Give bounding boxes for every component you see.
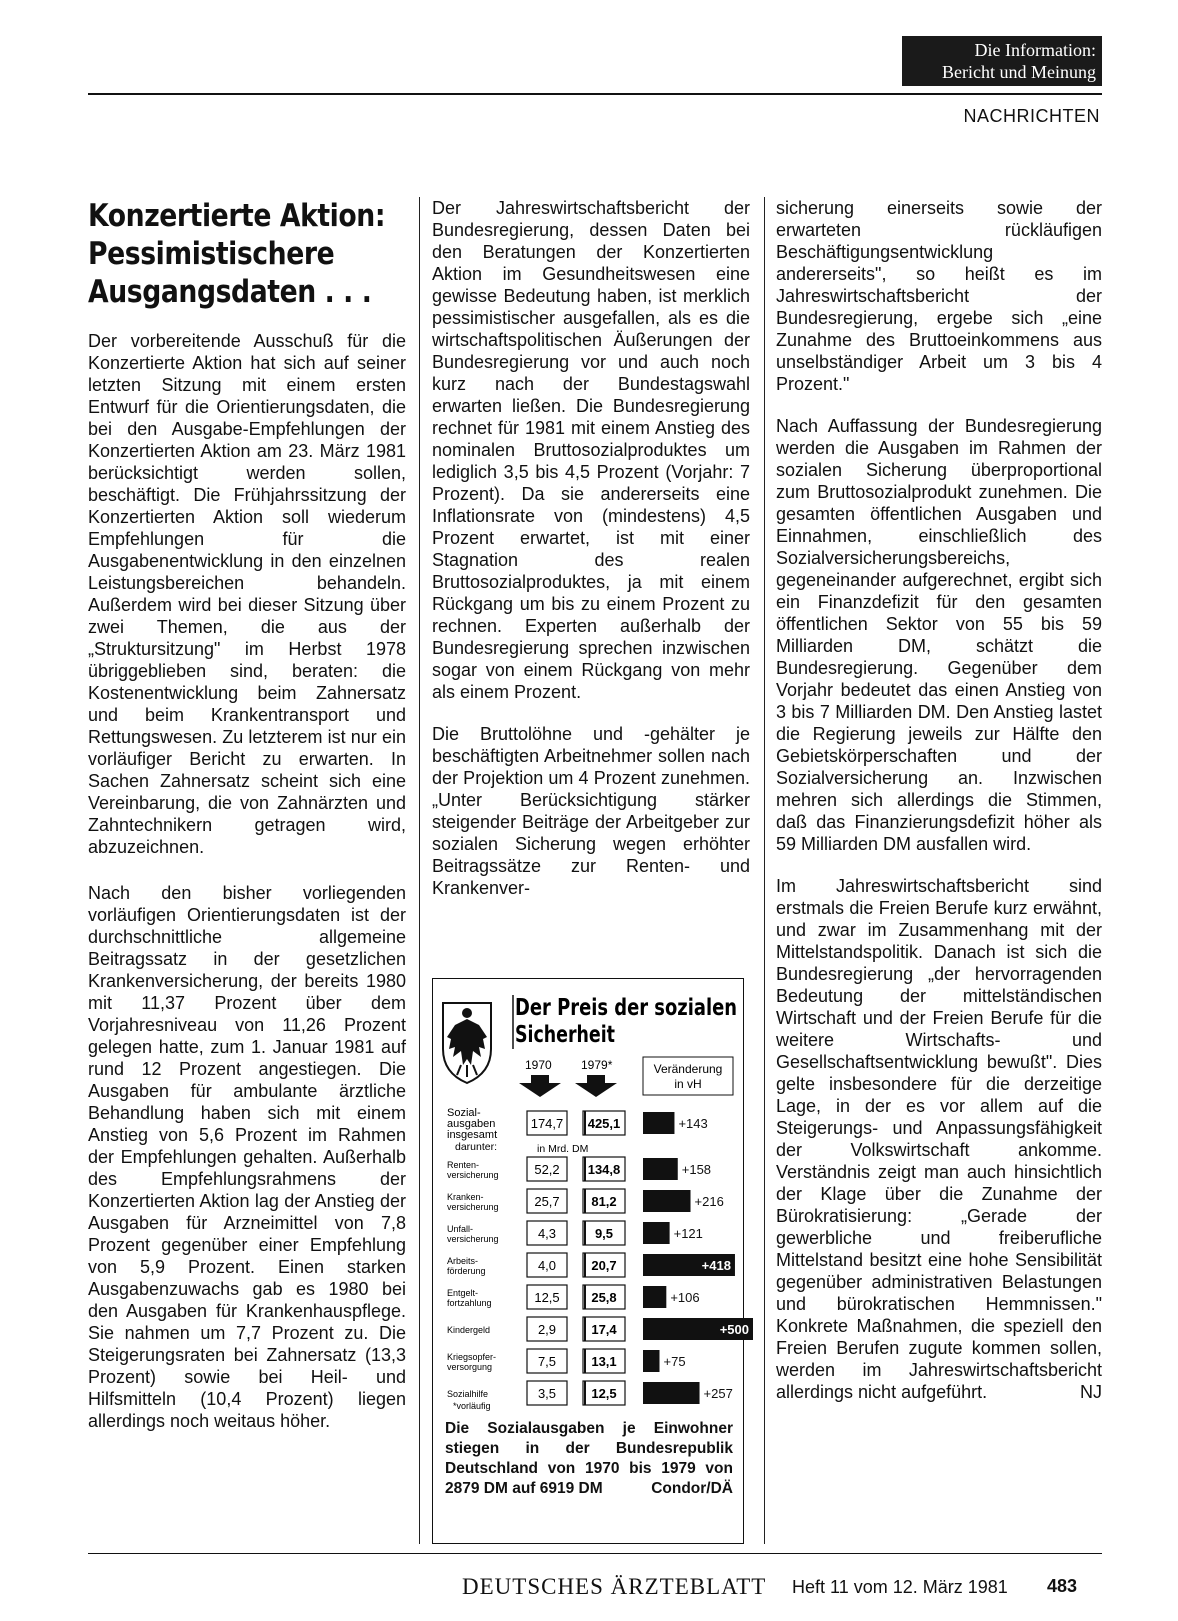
value-1979: 20,7 (591, 1258, 617, 1273)
change-bar (643, 1190, 691, 1212)
row-label-line: fortzahlung (447, 1298, 492, 1308)
row-label-line: ausgaben (447, 1118, 496, 1130)
paragraph: Der Jahreswirtschaftsbericht der Bundesregierung, dessen Daten bei den Beratungen der Konzertierten Aktion im Gesundheitswesen eine gewisse Bedeutung haben, ist merklich pessimistischer ausgefallen, als es die wirtschaftspolitischen Äußerungen der Bundesregierung vor und auch noch kurz nach der Bundestagswahl erwarten ließen. Die Bundesregierung rechnet für 1981 mit einem Anstieg des nominalen Bruttosozialproduktes um lediglich 3,5 bis 4,5 Prozent (Vorjahr: 7 Prozent). Da sie andererseits eine Inflationsrate von (mindestens) 4,5 Prozent erwartet, ist mit einer Stagnation des realen Bruttosozialproduktes, ja mit einem Rückgang um bis zu einem Prozent zu rechnen. Experten außerhalb der Bundesregierung sprechen inzwischen sogar von einem Rückgang von mehr als einem Prozent. (432, 198, 750, 702)
row-label-line: förderung (447, 1266, 486, 1276)
value-1970: 2,9 (537, 1322, 557, 1337)
column-header-change: Veränderung (653, 1062, 723, 1076)
row-label-line: Kindergeld (447, 1325, 491, 1335)
paragraph: sicherung einerseits sowie der erwarteten rückläufigen Beschäftigungsentwicklung andererseits", so heißt es im Jahreswirtschaftsbericht der Bundesregierung, ergebe sich „eine Zunahme des Bruttoeinkommens aus unselbständiger Arbeit um 3 bis 4 Prozent." (776, 198, 1102, 394)
headline-line: Konzertierte Aktion: (88, 198, 386, 234)
column-2 (432, 197, 750, 919)
value-1979: 13,1 (591, 1354, 617, 1369)
value-1970: 7,5 (537, 1354, 557, 1369)
paragraph-text: Im Jahreswirtschaftsbericht sind erstmals die Freien Berufe kurz erwähnt, und zwar im Zusammenhang mit der Mittelstandspolitik. Danach ist sich die Bundesregierung „der hervorragenden Bedeutung der mittelständischen Wirtschaft und der Freien Berufe für die weitere Wirtschafts- und Gesellschaftsentwicklung bewußt". Dies gelte insbesondere für die derzeitige Lage, in der es vor allem auf die Steigerungs- und Anpassungsfähigkeit der Volkswirtschaft ankomme. Verständnis zeigt man auch hinsichtlich der Klage über die Zunahme der Bürokratisierung: „Gerade der gewerbliche und freiberufliche Mittelstand besitzt eine hohe Sensibilität gegenüber administrativen Belastungen und bürokratischen Hemmnissen." Konkrete Maßnahmen, die speziell den Freien Berufen zugute kommen sollen, werden im Jahreswirtschaftsbericht allerdings nicht aufgeführt. (776, 876, 1102, 1402)
change-label: +143 (678, 1116, 708, 1131)
change-label: +500 (719, 1322, 749, 1337)
value-1970: 4,0 (537, 1258, 557, 1273)
row-label-line: versicherung (447, 1234, 499, 1244)
value-1970: 4,3 (537, 1226, 557, 1241)
row-label-line: insgesamt (447, 1129, 498, 1141)
change-bar (643, 1382, 700, 1404)
chart-title-line: Sicherheit (515, 1022, 616, 1048)
change-label: +75 (663, 1354, 686, 1369)
row-label-line: Entgelt- (447, 1288, 479, 1298)
rubric-line-1: Die Information: (974, 40, 1096, 60)
column-rule (764, 197, 765, 1544)
page-number: 483 (1047, 1576, 1078, 1596)
row-label-line: Sozial- (447, 1107, 481, 1119)
issue-info: Heft 11 vom 12. März 1981 (792, 1577, 1008, 1597)
darunter-label: darunter: (455, 1141, 498, 1153)
infographic-box (432, 978, 749, 1544)
value-1979: 81,2 (591, 1194, 617, 1209)
chart-title-line: Der Preis der sozialen (515, 995, 737, 1021)
change-label: +158 (681, 1162, 712, 1177)
header-rule (88, 93, 1102, 95)
change-bar (643, 1350, 660, 1372)
arrow-down-icon (519, 1075, 561, 1097)
change-label: +121 (673, 1226, 703, 1241)
federal-eagle-icon (443, 1003, 491, 1083)
row-label-line: versicherung (447, 1170, 499, 1180)
value-1970: 3,5 (537, 1386, 557, 1401)
row-label-line: Unfall- (447, 1224, 474, 1234)
caption-text: Die Sozialausgaben je Einwohner stiegen in der Bundesrepublik Deutschland von 1970 bis 1979 von 2879 DM auf 6919 DM (445, 1420, 733, 1497)
change-label: +257 (703, 1386, 733, 1401)
headline (88, 197, 386, 311)
row-label-line: Sozialhilfe (447, 1389, 489, 1399)
change-label: +216 (694, 1194, 724, 1209)
arrow-down-icon (575, 1075, 617, 1097)
headline-line: Pessimistischere (88, 236, 335, 272)
row-label-line: Kriegsopfer- (447, 1352, 497, 1362)
change-bar (643, 1286, 666, 1308)
value-1979: 25,8 (591, 1290, 617, 1305)
value-1970: 52,2 (534, 1162, 560, 1177)
unit-label: in Mrd. DM (537, 1143, 589, 1155)
column-header-change-unit: in vH (674, 1077, 702, 1091)
footnote: *vorläufig (453, 1401, 491, 1411)
paragraph (776, 875, 1102, 1403)
caption-credit: Condor/DÄ (651, 1480, 733, 1497)
row-label-line: Renten- (447, 1160, 480, 1170)
column-header-1970: 1970 (525, 1058, 552, 1072)
value-1970: 25,7 (534, 1194, 560, 1209)
column-1 (88, 330, 406, 1456)
row-label-line: versicherung (447, 1202, 499, 1212)
column-header-1979: 1979* (581, 1058, 613, 1072)
value-1979: 9,5 (594, 1226, 614, 1241)
change-label: +418 (701, 1258, 731, 1273)
infographic-caption (445, 1419, 733, 1499)
value-1970: 12,5 (534, 1290, 560, 1305)
change-bar (643, 1158, 678, 1180)
paragraph: Nach den bisher vorliegenden vorläufigen Orientierungsdaten ist der durchschnittliche allgemeine Beitragssatz in der gesetzlichen Krankenversicherung, der bereits 1980 mit 11,37 Prozent über dem Vorjahresniveau von 11,26 Prozent gelegen hatte, zum 1. Januar 1981 auf rund 12 Prozent angestiegen. Die Ausgaben für ambulante ärztliche Behandlung haben sich mit einem Anstieg von 5,6 Prozent im Rahmen der Empfehlungen gehalten. Außerhalb des Empfehlungsrahmens der Konzertierten Aktion lag der Anstieg der Ausgaben für Arzneimittel von 7,8 Prozent gegenüber einer Empfehlung von 5,9 Prozent. Einen starken Ausgabenzuwachs gab es 1980 bei den Ausgaben für Krankenhauspflege. Sie nahmen um 7,7 Prozent zu. Die Steigerungsraten bei Zahnersatz (13,3 Prozent) sowie bei Heil- und Hilfsmitteln (10,4 Prozent) liegen allerdings noch weitaus höher. (88, 883, 406, 1431)
value-1970: 174,7 (530, 1116, 564, 1131)
value-1979: 425,1 (587, 1116, 621, 1131)
paragraph: Der vorbereitende Ausschuß für die Konzertierte Aktion hat sich auf seiner letzten Sitzung mit einem ersten Entwurf für die Orientierungsdaten, die bei den Ausgabe-Empfehlungen der Konzertierten Aktion am 23. März 1981 berücksichtigt werden sollen, beschäftigt. Die Frühjahrssitzung der Konzertierten Aktion soll wiederum Empfehlungen für die Ausgabenentwicklung in den einzelnen Leistungsbereichen behandeln. Außerdem wird bei dieser Sitzung über zwei Themen, die aus der „Struktursitzung" im Herbst 1978 übriggeblieben sind, beraten: die Kostenentwicklung beim Zahnersatz und beim Krankentransport und Rettungswesen. Zu letzterem ist nur ein vorläufiger Bericht zu erwarten. In Sachen Zahnersatz scheint sich eine Vereinbarung, die von Zahnärzten und Zahntechnikern getragen wird, abzuzeichnen. (88, 331, 406, 857)
author-signature: NJ (1080, 1382, 1102, 1402)
section-label: NACHRICHTEN (963, 106, 1100, 126)
rubric-line-2: Bericht und Meinung (942, 62, 1096, 82)
change-bar (643, 1222, 670, 1244)
paragraph: Nach Auffassung der Bundesregierung werden die Ausgaben im Rahmen der sozialen Sicherung überproportional zum Bruttosozialprodukt zunehmen. Die gesamten öffentlichen Ausgaben und Einnahmen, einschließlich des Sozialversicherungsbereichs, gegeneinander aufgerechnet, ergibt sich ein Finanzdefizit für den gesamten öffentlichen Sektor von 55 bis 59 Milliarden DM, schätzt die Bundesregierung. Gegenüber dem Vorjahr bedeutet das einen Anstieg von 3 bis 7 Milliarden DM. Den Anstieg lastet die Regierung jeweils zur Hälfte den Gebietskörperschaften und der Sozialversicherung an. Inzwischen mehren sich allerdings die Stimmen, daß das Finanzierungsdefizit höher als 59 Milliarden DM ausfallen wird. (776, 416, 1102, 854)
value-1979: 134,8 (587, 1162, 621, 1177)
infographic-chart (433, 979, 749, 1419)
column-3 (776, 197, 1102, 1423)
change-bar (643, 1112, 674, 1134)
paragraph: Die Bruttolöhne und -gehälter je beschäftigten Arbeitnehmer sollen nach der Projektion um 4 Prozent zunehmen. „Unter Berücksichtigung stärker steigender Beiträge der Arbeitgeber zur sozialen Sicherung wegen erhöhter Beitragssätze zur Renten- und Krankenver- (432, 724, 750, 898)
rubric-badge (902, 36, 1102, 86)
change-label: +106 (670, 1290, 700, 1305)
column-rule (419, 197, 420, 1544)
row-label-line: Arbeits- (447, 1256, 479, 1266)
footer-rule (88, 1553, 1102, 1554)
value-1979: 17,4 (591, 1322, 617, 1337)
value-1979: 12,5 (591, 1386, 617, 1401)
row-label-line: Kranken- (447, 1192, 484, 1202)
row-label-line: versorgung (447, 1362, 493, 1372)
headline-line: Ausgangsdaten . . . (88, 274, 372, 310)
journal-name: DEUTSCHES ÄRZTEBLATT (462, 1574, 767, 1599)
